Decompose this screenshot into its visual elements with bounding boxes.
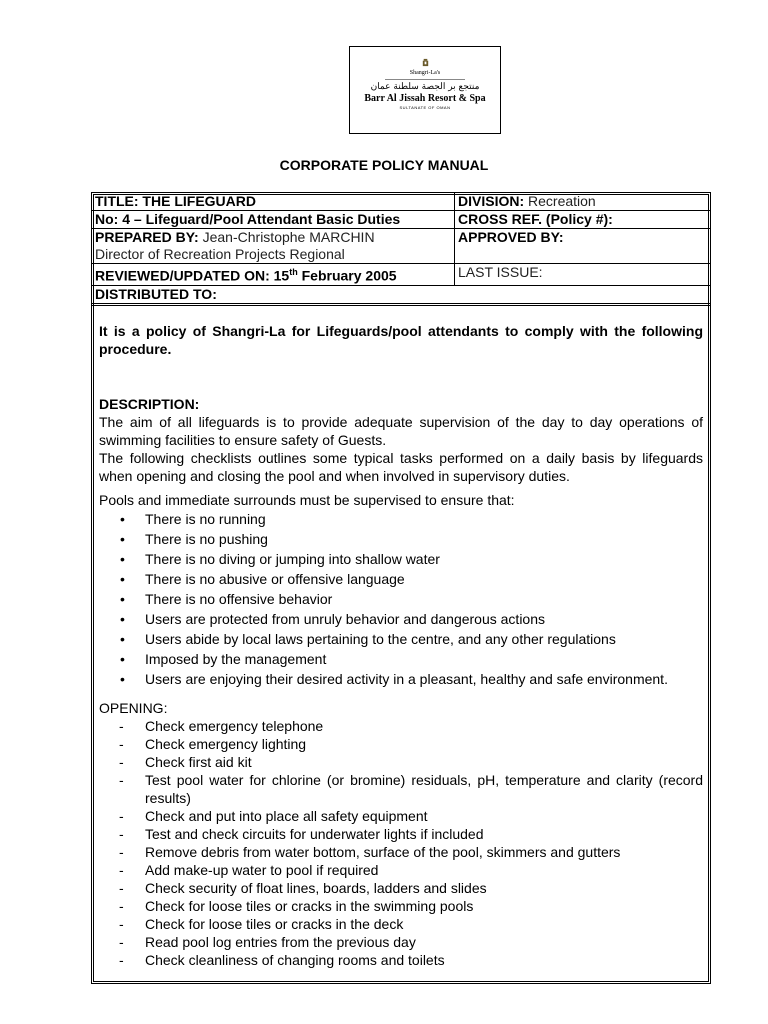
list-item: • There is no abusive or offensive language	[120, 571, 405, 587]
dash-marker: -	[119, 916, 124, 932]
prepared-cell	[92, 229, 455, 264]
checklist-item: - Check for loose tiles or cracks in the deck	[119, 916, 404, 932]
header-row-title	[92, 193, 711, 211]
reviewed-cell	[92, 264, 455, 286]
bullet-icon: •	[120, 531, 125, 547]
policy-header-table	[91, 192, 711, 306]
header-row-reviewed	[92, 264, 711, 286]
bullet-icon: •	[120, 611, 125, 627]
description-paragraph-1: The aim of all lifeguards is to provide adequate supervision of the day to day operations of swimming facilities to ensure safety of Guests.	[99, 414, 703, 448]
logo-resort-name: Barr Al Jissah Resort & Spa	[364, 93, 486, 104]
shangri-la-emblem-icon	[421, 58, 430, 67]
list-item: • Users are enjoying their desired activity in a pleasant, healthy and safe environment.	[120, 671, 668, 687]
list-item: • Users are protected from unruly behavior and dangerous actions	[120, 611, 545, 627]
dash-marker: -	[119, 754, 124, 770]
bullet-icon: •	[120, 671, 125, 687]
list-item: • Imposed by the management	[120, 651, 327, 667]
reviewed-ordinal: th	[289, 267, 298, 277]
policy-intro: It is a policy of Shangri-La for Lifeguards/pool attendants to comply with the following procedure.	[99, 323, 703, 357]
supervision-list	[99, 509, 703, 689]
bullet-icon: •	[120, 651, 125, 667]
logo-brand: Shangri-La's	[409, 70, 441, 76]
supervision-lead: Pools and immediate surrounds must be supervised to ensure that:	[99, 492, 515, 508]
checklist-item: - Check emergency lighting	[119, 736, 307, 752]
checklist-item: - Check security of float lines, boards, ladders and slides	[119, 880, 487, 896]
checklist-item: - Add make-up water to pool if required	[119, 862, 379, 878]
division-cell	[455, 193, 711, 211]
division-label: DIVISION:	[458, 193, 525, 209]
dash-marker: -	[119, 862, 124, 878]
dash-marker: -	[119, 844, 124, 860]
reviewed-label: REVIEWED/UPDATED ON: 15	[95, 267, 290, 284]
logo-divider	[385, 79, 465, 80]
bullet-icon: •	[120, 591, 125, 607]
policy-body	[99, 322, 703, 969]
reviewed-date: February 2005	[297, 267, 397, 284]
dash-marker: -	[119, 808, 124, 824]
description-heading: DESCRIPTION:	[99, 396, 200, 412]
manual-title: CORPORATE POLICY MANUAL	[279, 157, 489, 173]
bullet-icon: •	[120, 511, 125, 527]
checklist-item: - Check and put into place all safety equipment	[119, 808, 428, 824]
checklist-item: - Check cleanliness of changing rooms and toilets	[119, 952, 445, 968]
prepared-name: Jean-Christophe MARCHIN	[202, 229, 375, 245]
distributed-label: DISTRIBUTED TO:	[92, 285, 711, 304]
last-issue-label: LAST ISSUE:	[455, 264, 711, 286]
list-item: • Users abide by local laws pertaining to the centre, and any other regulations	[120, 631, 616, 647]
description-paragraph-2: The following checklists outlines some typical tasks performed on a daily basis by lifeguards when opening and closing the pool and when involved in supervisory duties.	[99, 450, 703, 484]
dash-marker: -	[119, 952, 124, 968]
bullet-icon: •	[120, 571, 125, 587]
division-value: Recreation	[528, 193, 596, 209]
logo-arabic-name: منتجع بر الجصة سلطنة عمان	[370, 82, 480, 92]
opening-checklist	[99, 717, 703, 969]
opening-heading: OPENING:	[99, 700, 168, 716]
list-item: • There is no running	[120, 511, 266, 527]
dash-marker: -	[119, 772, 124, 788]
list-item: • There is no diving or jumping into shallow water	[120, 551, 440, 567]
checklist-item: - Check for loose tiles or cracks in the swimming pools	[119, 898, 474, 914]
header-row-prepared	[92, 229, 711, 264]
dash-marker: -	[119, 718, 124, 734]
list-item: • There is no offensive behavior	[120, 591, 333, 607]
checklist-item: - Check first aid kit	[119, 754, 252, 770]
approved-label: APPROVED BY:	[455, 229, 711, 264]
dash-marker: -	[119, 880, 124, 896]
dash-marker: -	[119, 826, 124, 842]
header-row-number	[92, 211, 711, 229]
checklist-item: - Check emergency telephone	[119, 718, 324, 734]
checklist-item: - Test and check circuits for underwater lights if included	[119, 826, 484, 842]
header-row-distributed	[92, 285, 711, 304]
checklist-item: - Test pool water for chlorine (or bromine) residuals, pH, temperature and clarity (record results)	[119, 772, 703, 806]
policy-number: No: 4 – Lifeguard/Pool Attendant Basic Duties	[92, 211, 455, 229]
resort-logo	[349, 46, 501, 134]
logo-country: SULTANATE OF OMAN	[399, 105, 451, 110]
prepared-label: PREPARED BY:	[95, 229, 199, 245]
list-item: • There is no pushing	[120, 531, 268, 547]
checklist-item: - Remove debris from water bottom, surface of the pool, skimmers and gutters	[119, 844, 621, 860]
dash-marker: -	[119, 898, 124, 914]
bullet-icon: •	[120, 631, 125, 647]
dash-marker: -	[119, 736, 124, 752]
cross-ref-label: CROSS REF. (Policy #):	[455, 211, 711, 229]
dash-marker: -	[119, 934, 124, 950]
prepared-role: Director of Recreation Projects Regional	[95, 246, 345, 262]
policy-title: TITLE: THE LIFEGUARD	[92, 193, 455, 211]
bullet-icon: •	[120, 551, 125, 567]
checklist-item: - Read pool log entries from the previous day	[119, 934, 416, 950]
